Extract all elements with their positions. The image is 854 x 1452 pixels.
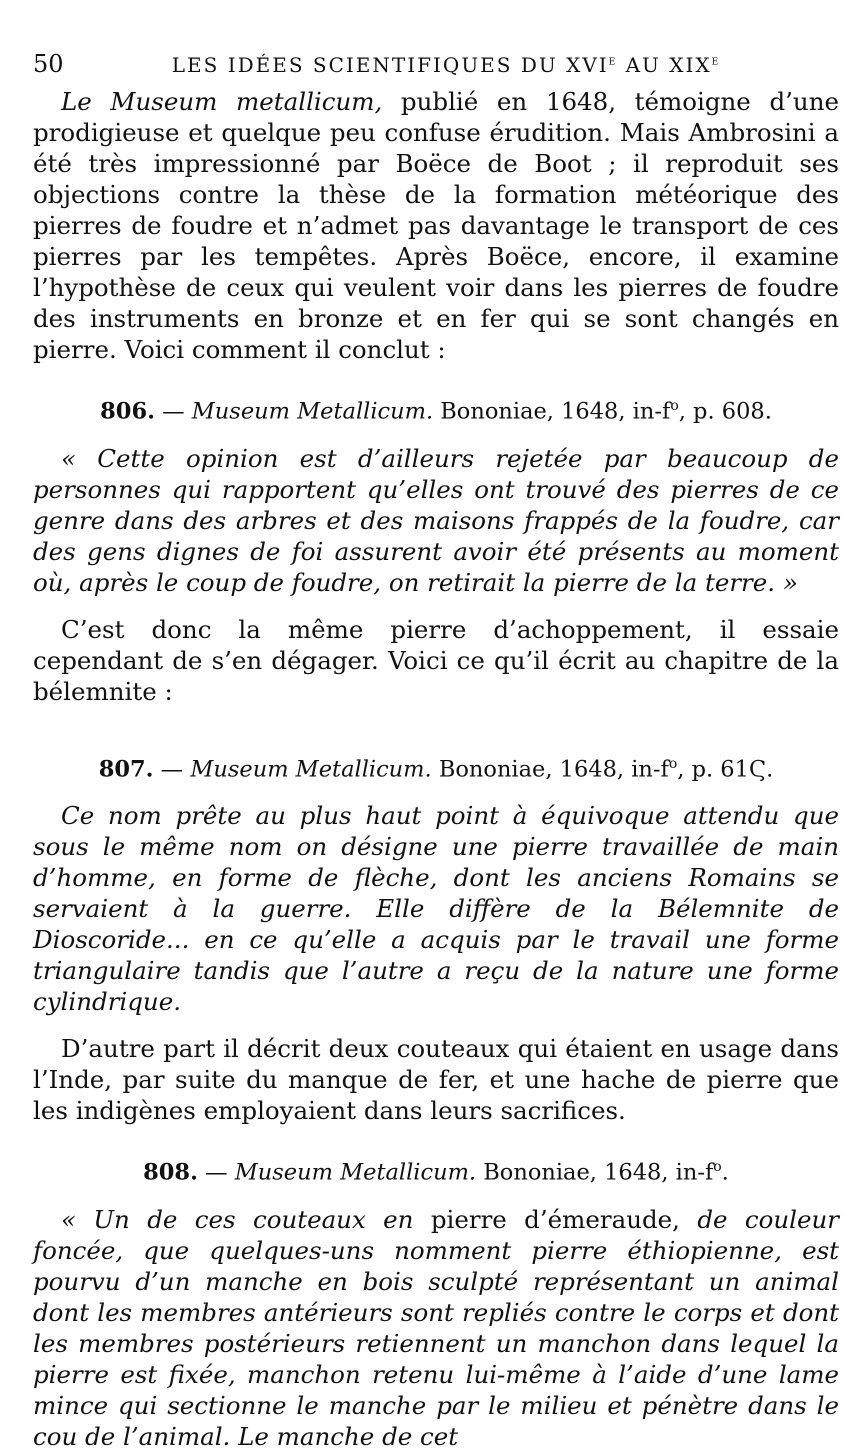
book-page <box>33 50 839 1452</box>
running-title: LES IDÉES SCIENTIFIQUES DU XVIe AU XIXe <box>171 53 721 77</box>
paragraph-museum-metallicum: Le Museum metallicum, publié en 1648, témoigne d’une prodigieuse et quelque peu confuse érudition. Mais Ambrosini a été très impressionné par Boëce de Boot ; il reproduit ses objections contre la thèse de la formation météorique des pierres de foudre et n’admet pas davantage le transport de ces pierres par les tempêtes. Après Boëce, encore, il examine l’hypothèse de ceux qui veulent voir dans les pierres de foudre des instruments en bronze et en fer qui se sont changés en pierre. Voici comment il conclut : <box>33 87 839 364</box>
quote-806: « Cette opinion est d’ailleurs rejetée par beaucoup de personnes qui rapportent qu’elles ont trouvé des pierres de ce genre dans des arbres et des maisons frappés de la foudre, car des gens dignes de foi assurent avoir été présents au moment où, après le coup de foudre, on retirait la pierre de la terre. » <box>33 443 839 597</box>
reference-806: 806. — Museum Metallicum. Bononiae, 1648, $in-f^o$, p. 608. <box>100 398 772 425</box>
quote-807: Ce nom prête au plus haut point à équivoque attendu que sous le même nom on désigne une pierre travaillée de main d’homme, en forme de flèche, dont les anciens Romains se servaient à la guerre. Elle diffère de la Bélemnite de Dioscoride... en ce qu’elle a acquis par le travail une forme triangulaire tandis que l’autre a reçu de la nature une forme cylindrique. <box>33 801 839 1016</box>
quote-808: « Un de ces couteaux en pierre d’émeraude, de couleur foncée, que quelques-uns nomment pierre éthiopienne, est pourvu d’un manche en bois sculpté représentant un animal dont les membres antérieurs sont repliés contre le corps et dont les membres postérieurs retiennent un manchon dans lequel la pierre est fixée, manchon retenu lui-même à l’aide d’une lame mince qui sectionne le manche par le milieu et pénètre dans le cou de l’animal. Le manche de cet <box>33 1204 839 1451</box>
reference-807: 807. — Museum Metallicum. Bononiae, 1648, $in-f^o$, p. 61Ϛ. <box>98 755 774 782</box>
reference-808: 808. — Museum Metallicum. Bononiae, 1648, $in-f^o$. <box>143 1159 729 1186</box>
paragraph-achoppement: C’est donc la même pierre d’achoppement, il essaie cependant de s’en dégager. Voici ce qu’il écrit au chapitre de la bélemnite : <box>33 614 839 706</box>
paragraph-couteaux: D’autre part il décrit deux couteaux qui étaient en usage dans l’Inde, par suite du manque de fer, et une hache de pierre que les indigènes employaient dans leurs sacrifices. <box>33 1034 839 1125</box>
page-number: 50 <box>33 50 64 78</box>
page-header <box>33 50 839 86</box>
